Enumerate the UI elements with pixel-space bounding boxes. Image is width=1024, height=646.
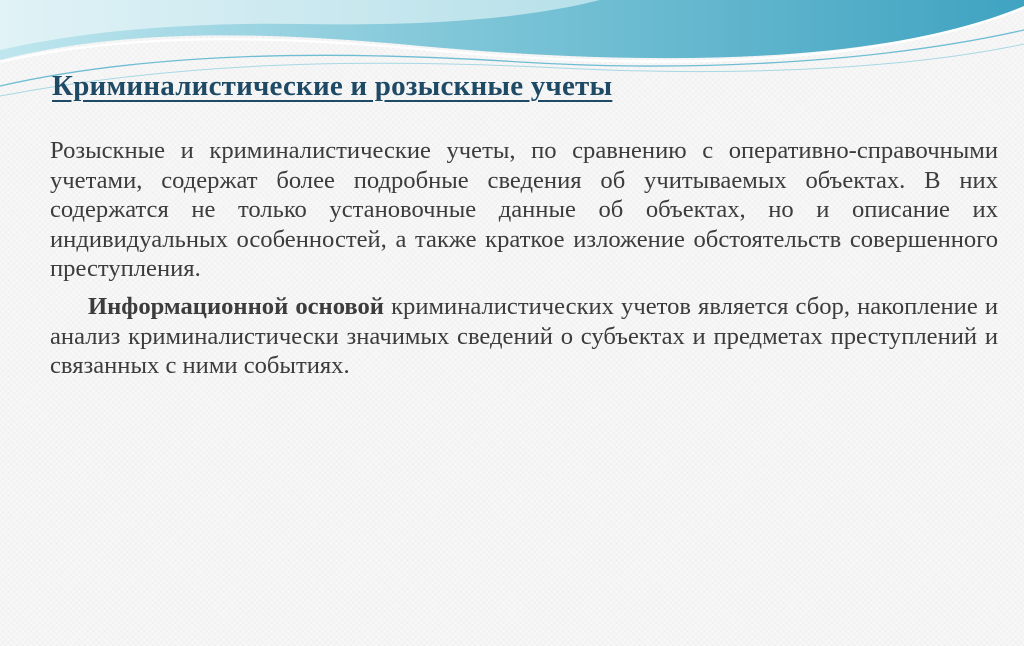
paragraph-2-text: криминалистических учетов является сбор, накопление и анализ криминалистически значимых сведений о субъектах и предметах преступлений и связанных с ними событиях.: [50, 292, 998, 380]
slide-body: [50, 136, 998, 381]
slide-title: Криминалистические и розыскные учеты: [52, 70, 613, 102]
paragraph-1: Розыскные и криминалистические учеты, по сравнению с оперативно-справочными учетами, содержат более подробные сведения об учитываемых объектах. В них содержатся не только установочные данные об объектах, но и описание их индивидуальных особенностей, а также краткое изложение обстоятельств совершенного преступления.: [50, 137, 998, 283]
paragraph-2-bold-lead: Информационной основой: [88, 292, 384, 320]
paragraph-2: [50, 292, 998, 381]
